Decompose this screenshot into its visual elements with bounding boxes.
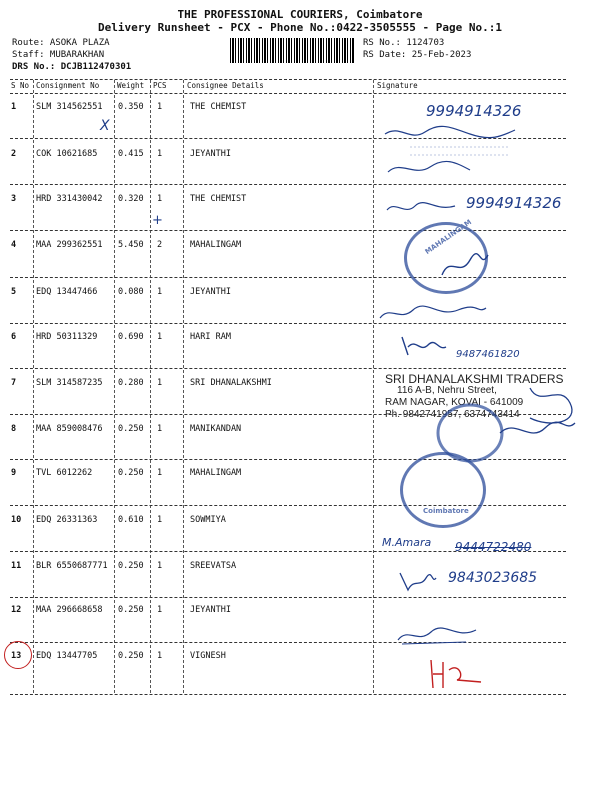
row-consignee: VIGNESH — [190, 651, 226, 661]
row-sno: 13 — [11, 651, 22, 661]
stamp-text: MAHALINGAM — [423, 218, 474, 256]
row-consignment: MAA 859008476 — [36, 424, 103, 434]
row-consignment: TVL 6012262 — [36, 468, 93, 478]
row-consignment: EDQ 13447466 — [36, 287, 98, 297]
signature-scribble-2 — [380, 122, 520, 182]
row-consignee: THE CHEMIST — [190, 194, 247, 204]
meta-right — [363, 37, 471, 61]
signature-phone-6: 9487461820 — [456, 349, 520, 360]
row-consignee: JEYANTHI — [190, 605, 231, 615]
row-consignment: EDQ 13447705 — [36, 651, 98, 661]
row-pcs: 2 — [157, 240, 163, 250]
signature-phone-11: 9843023685 — [448, 570, 538, 586]
trader-address-2: RAM NAGAR, KOVAI - 641009 — [385, 397, 524, 408]
signature-scribble-5 — [378, 300, 488, 325]
row-pcs: 1 — [157, 378, 163, 388]
x-mark: X — [100, 118, 110, 134]
row-sno: 12 — [11, 605, 22, 615]
col-weight: Weight — [117, 81, 145, 90]
row-weight: 0.250 — [118, 651, 144, 661]
row-pcs: 1 — [157, 468, 163, 478]
signature-phone-3: 9994914326 — [466, 194, 562, 212]
route-label: Route: ASOKA PLAZA — [12, 38, 110, 48]
row-consignment: HRD 50311329 — [36, 332, 98, 342]
row-pcs: 1 — [157, 561, 163, 571]
signature-scribble-12 — [396, 622, 486, 647]
col-consignment: Consignment No — [36, 81, 100, 90]
signature-name-10: M.Amara — [382, 536, 432, 549]
row-sno: 6 — [11, 332, 17, 342]
row-weight: 0.250 — [118, 561, 144, 571]
row13-circle-mark — [4, 641, 32, 669]
row-divider — [10, 505, 566, 506]
row-pcs: 1 — [157, 424, 163, 434]
meta-left — [12, 37, 131, 73]
trader-address-1: 116 A-B, Nehru Street, — [397, 385, 497, 396]
row-consignee: SRI DHANALAKSHMI — [190, 378, 272, 388]
row-consignment: EDQ 26331363 — [36, 515, 98, 525]
row-consignee: MANIKANDAN — [190, 424, 242, 434]
coimbatore-stamp — [400, 452, 486, 528]
col-sep — [183, 80, 184, 693]
rs-number: RS No.: 1124703 — [363, 38, 445, 48]
row-divider — [10, 368, 566, 369]
barcode — [230, 38, 355, 63]
row-sno: 4 — [11, 240, 17, 250]
row-weight: 0.250 — [118, 605, 144, 615]
row-sno: 5 — [11, 287, 17, 297]
row-weight: 0.250 — [118, 468, 144, 478]
row-consignment: HRD 331430042 — [36, 194, 103, 204]
header-top-line — [10, 79, 566, 80]
signature-phone-1: 9994914326 — [426, 102, 522, 120]
row-pcs: 1 — [157, 651, 163, 661]
signature-scribble-11 — [398, 568, 438, 593]
row-weight: 0.415 — [118, 149, 144, 159]
row-consignment: COK 10621685 — [36, 149, 98, 159]
trader-name: SRI DHANALAKSHMI TRADERS — [385, 372, 564, 386]
row-sno: 1 — [11, 102, 17, 112]
row-weight: 0.320 — [118, 194, 144, 204]
signature-phone-10: 9444722480 — [455, 540, 532, 554]
row-divider — [10, 184, 566, 185]
col-sep — [150, 80, 151, 693]
row-divider — [10, 230, 566, 231]
row-sno: 9 — [11, 468, 17, 478]
row-consignee: MAHALINGAM — [190, 468, 242, 478]
row-weight: 0.250 — [118, 424, 144, 434]
row-sno: 8 — [11, 424, 17, 434]
runsheet-subtitle: Delivery Runsheet - PCX - Phone No.:0422-3505555 - Page No.:1 — [98, 21, 502, 34]
row-divider — [10, 694, 566, 695]
drs-number: DRS No.: DCJB112470301 — [12, 62, 132, 72]
row-pcs: 1 — [157, 515, 163, 525]
row-divider — [10, 597, 566, 598]
signature-scribble-13 — [425, 658, 485, 693]
row-consignment: MAA 296668658 — [36, 605, 103, 615]
header-bottom-line — [10, 93, 566, 94]
row-sno: 7 — [11, 378, 17, 388]
row-pcs: 1 — [157, 605, 163, 615]
row-weight: 0.280 — [118, 378, 144, 388]
signature-scribble-3 — [385, 198, 465, 218]
col-sno: S No — [11, 81, 30, 90]
col-sep — [373, 80, 374, 693]
row-sno: 2 — [11, 149, 17, 159]
row-weight: 0.350 — [118, 102, 144, 112]
row-pcs: 1 — [157, 194, 163, 204]
row-consignee: JEYANTHI — [190, 149, 231, 159]
row-consignee: SOWMIYA — [190, 515, 226, 525]
col-sep — [114, 80, 115, 693]
row-sno: 10 — [11, 515, 22, 525]
row-sno: 3 — [11, 194, 17, 204]
trader-phone: Ph. 9842741957, 6374743414 — [385, 409, 520, 420]
staff-label: Staff: MUBARAKHAN — [12, 50, 105, 60]
row-consignment: SLM 314562551 — [36, 102, 103, 112]
row-consignment: BLR 6550687771 — [36, 561, 108, 571]
stamp-text: Coimbatore — [423, 507, 469, 515]
col-sep — [33, 80, 34, 693]
row-pcs: 1 — [157, 149, 163, 159]
row-consignee: HARI RAM — [190, 332, 231, 342]
company-title: THE PROFESSIONAL COURIERS, Coimbatore — [177, 8, 423, 21]
col-signature: Signature — [377, 81, 418, 90]
plus-mark: + — [152, 213, 163, 228]
row-weight: 5.450 — [118, 240, 144, 250]
row-pcs: 1 — [157, 287, 163, 297]
row-weight: 0.610 — [118, 515, 144, 525]
row-consignee: SREEVATSA — [190, 561, 237, 571]
row-weight: 0.690 — [118, 332, 144, 342]
row-consignee: JEYANTHI — [190, 287, 231, 297]
document-title-block — [0, 8, 600, 34]
row-weight: 0.080 — [118, 287, 144, 297]
row-consignment: SLM 314587235 — [36, 378, 103, 388]
row-consignment: MAA 299362551 — [36, 240, 103, 250]
rs-date: RS Date: 25-Feb-2023 — [363, 50, 472, 60]
signature-scribble-4 — [440, 250, 490, 280]
col-consignee: Consignee Details — [187, 81, 264, 90]
row-consignee: MAHALINGAM — [190, 240, 242, 250]
row-consignee: THE CHEMIST — [190, 102, 247, 112]
row-pcs: 1 — [157, 102, 163, 112]
col-pcs: PCS — [153, 81, 167, 90]
row-pcs: 1 — [157, 332, 163, 342]
row-sno: 11 — [11, 561, 22, 571]
signature-scribble-6 — [398, 333, 448, 358]
